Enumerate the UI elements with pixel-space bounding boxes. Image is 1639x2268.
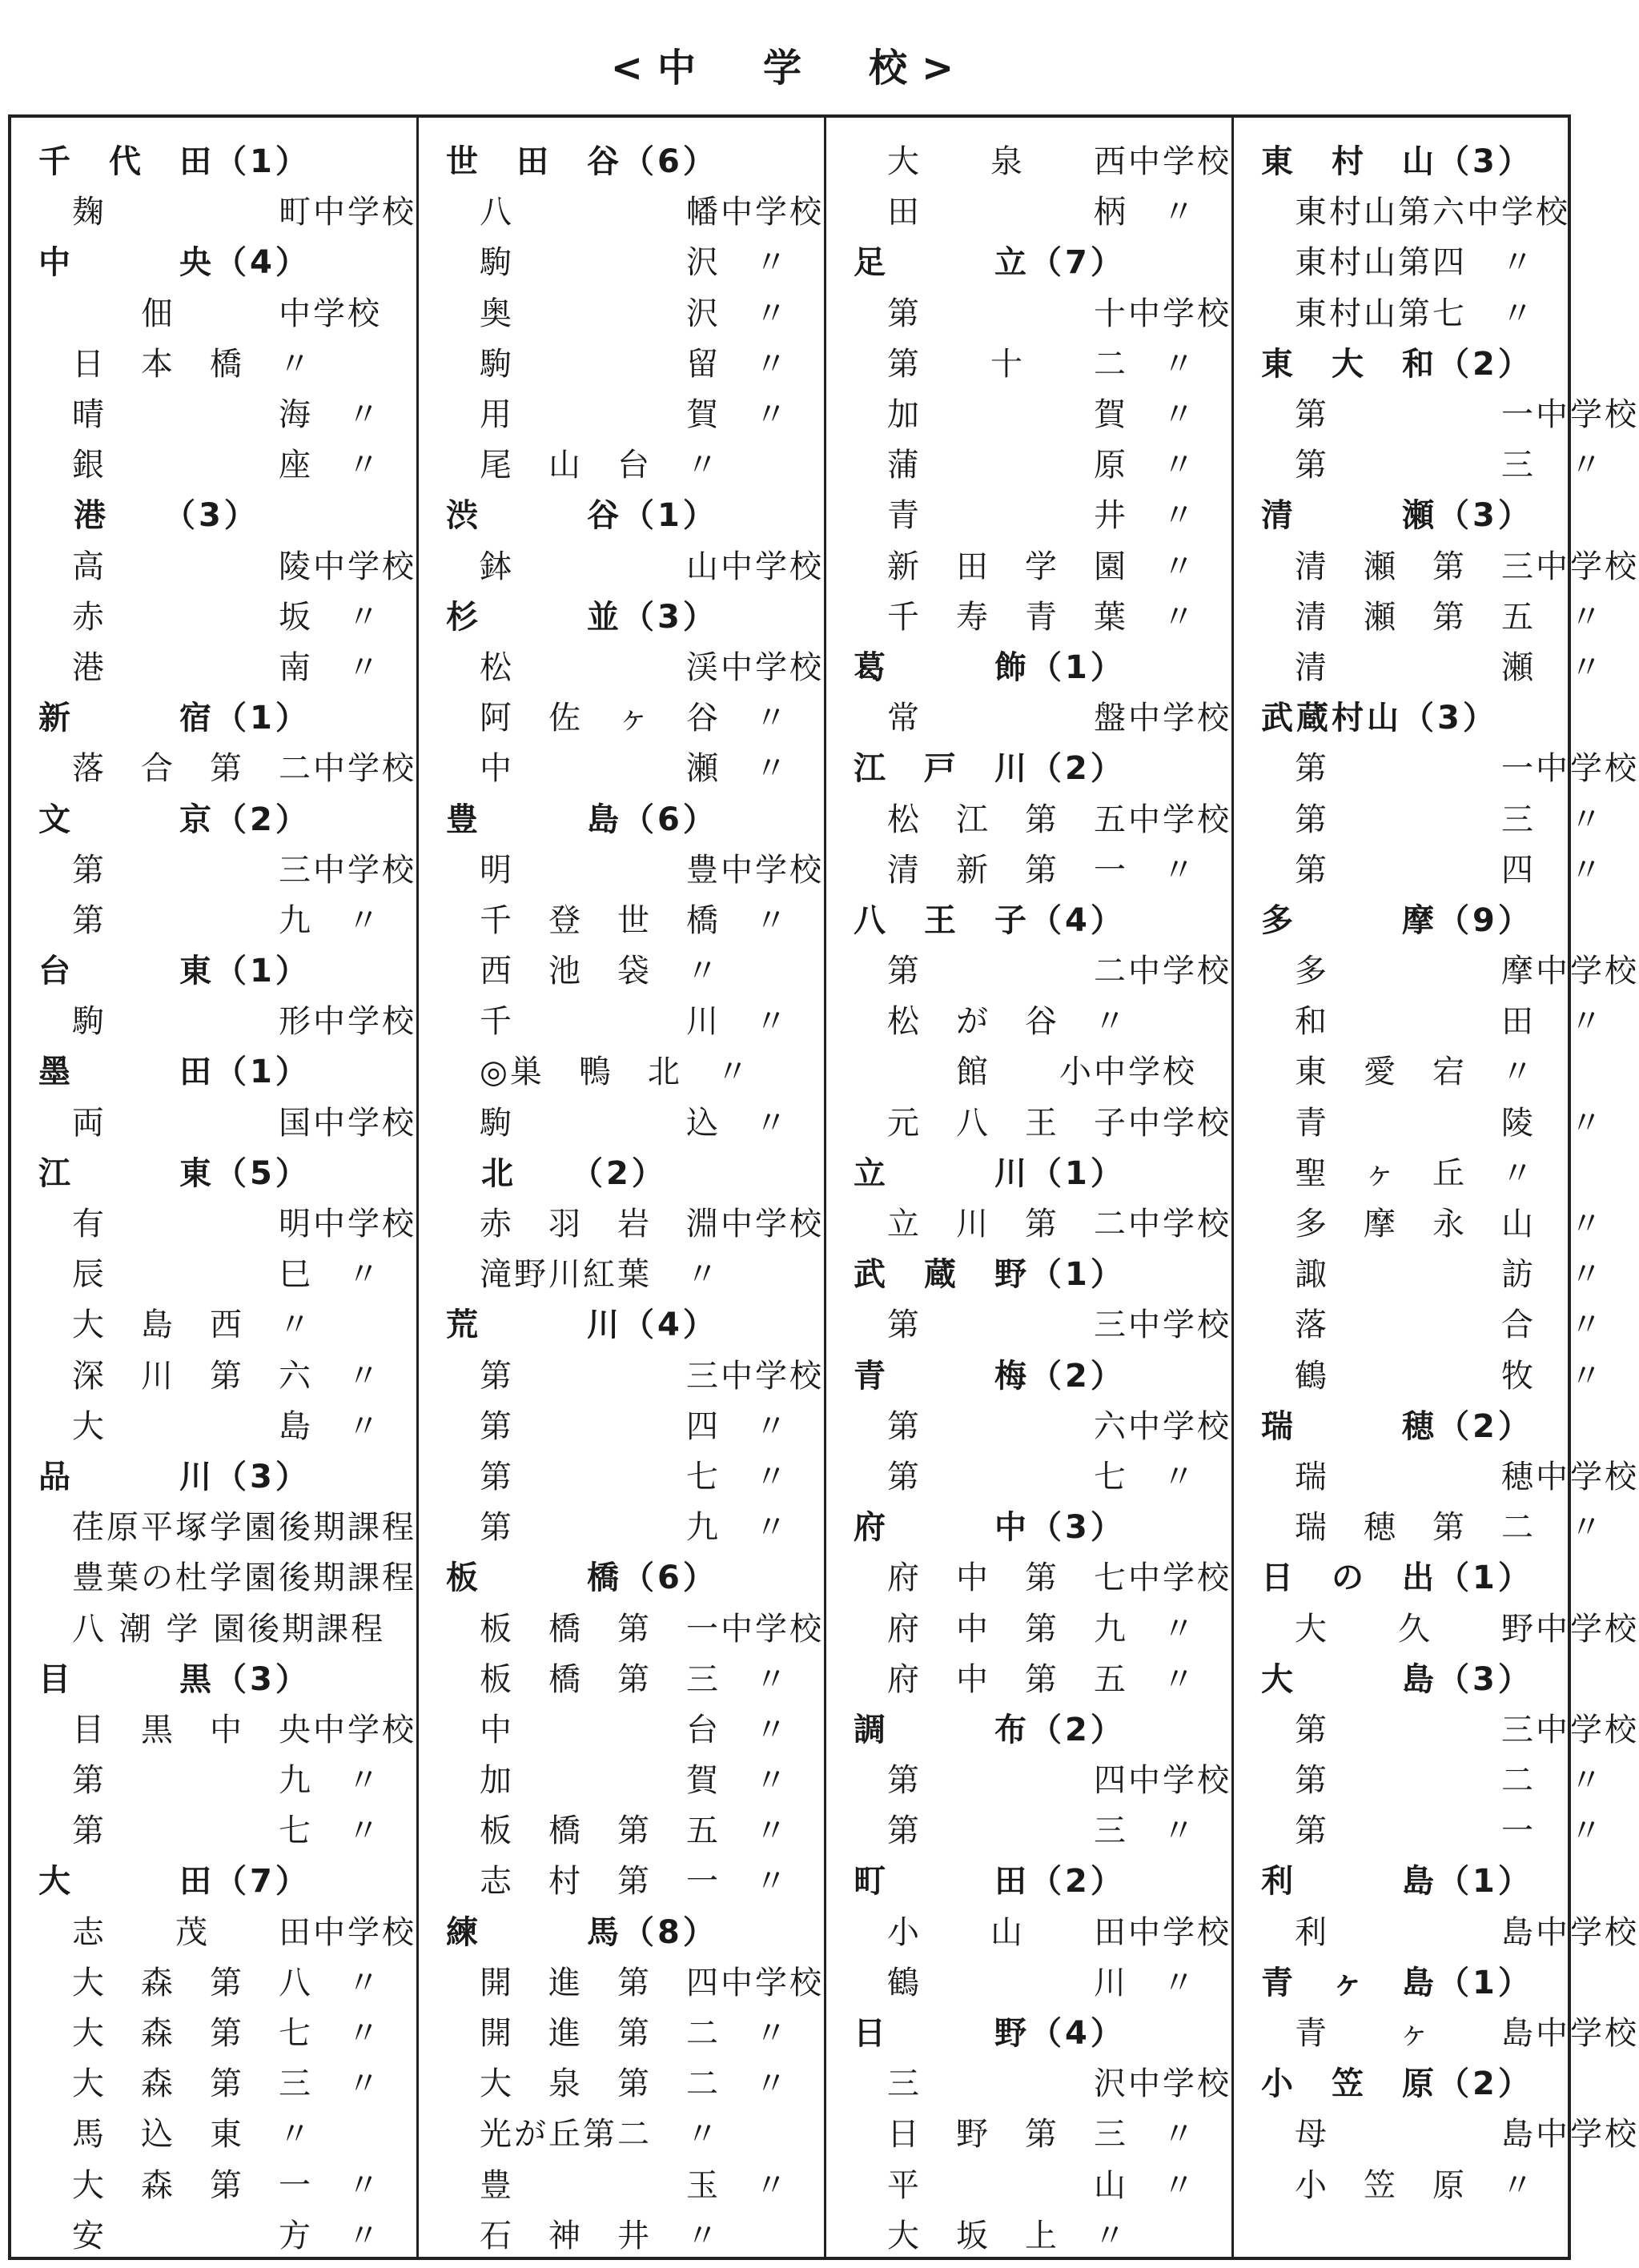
ward-heading: 東 大 和（2） [1261,345,1533,383]
school-entry: 清 新 第 一 〃 [887,851,1197,889]
school-entry: 第 四中学校 [887,1762,1231,1800]
school-entry: 板 橋 第 三 〃 [480,1660,789,1698]
school-entry: 板 橋 第 一中学校 [480,1610,824,1648]
school-entry: 府 中 第 九 〃 [887,1610,1197,1648]
school-entry: 府 中 第 七中学校 [887,1560,1231,1597]
school-entry: 聖 ヶ 丘 〃 [1295,1154,1536,1192]
school-entry: 豊葉の杜学園後期課程 [72,1560,416,1597]
school-entry: 千 寿 青 葉 〃 [887,598,1197,636]
school-entry: 大 森 第 八 〃 [72,1964,382,2001]
school-entry: 第 四 〃 [1295,851,1605,889]
ward-heading: 葛 飾（1） [854,648,1126,686]
school-entry: 清 瀬 第 五 〃 [1295,598,1605,636]
ward-heading: 調 布（2） [854,1711,1126,1748]
school-entry: 千 登 世 橋 〃 [480,901,789,939]
school-entry: 尾 山 台 〃 [480,447,721,484]
ward-heading: 日 野（4） [854,2015,1126,2053]
school-entry: 大 森 第 一 〃 [72,2166,382,2204]
school-entry: 佃 中学校 [72,295,382,332]
ward-heading: 多 摩（9） [1261,901,1533,939]
school-entry: 母 島中学校 [1295,2116,1639,2154]
ward-heading: 瑞 穂（2） [1261,1407,1533,1445]
school-entry: 第 四 〃 [480,1407,789,1445]
ward-heading: 武蔵村山（3） [1261,700,1498,737]
school-entry: 第 七 〃 [72,1812,382,1850]
ward-heading: 江 東（5） [38,1154,311,1192]
school-entry: 両 国中学校 [72,1104,416,1142]
ward-heading: 大 田（7） [38,1863,311,1901]
school-entry: 青 ヶ 島中学校 [1295,2015,1639,2053]
school-entry: 第 一 〃 [1295,1812,1605,1850]
ward-heading: 清 瀬（3） [1261,497,1533,535]
school-entry: 大 坂 上 〃 [887,2217,1128,2254]
school-entry: 落 合 第 二中学校 [72,750,416,788]
school-entry: 東村山第四 〃 [1295,244,1536,282]
ward-heading: 町 田（2） [854,1863,1126,1901]
school-entry: 第 一中学校 [1295,396,1639,434]
school-entry: 東村山第六中学校 [1295,194,1570,231]
school-entry: 港 南 〃 [72,648,382,686]
school-entry: 第 三 〃 [887,1812,1197,1850]
school-entry: 小 山 田中学校 [887,1913,1231,1951]
school-entry: 第 三中学校 [72,851,416,889]
school-entry: 多 摩中学校 [1295,953,1639,990]
school-entry: 清 瀬 〃 [1295,648,1605,686]
school-entry: 麹 町中学校 [72,194,416,231]
table-column-1 [11,118,419,2257]
school-entry: 立 川 第 二中学校 [887,1206,1231,1243]
ward-heading: 大 島（3） [1261,1660,1533,1698]
school-entry: 赤 羽 岩 淵中学校 [480,1206,824,1243]
ward-heading: 東 村 山（3） [1261,143,1533,181]
school-entry: 田 柄 〃 [887,194,1197,231]
school-entry: 三 沢中学校 [887,2065,1231,2103]
school-entry: 第 十 二 〃 [887,345,1197,383]
school-entry: 中 瀬 〃 [480,750,789,788]
school-entry: 諏 訪 〃 [1295,1256,1605,1294]
school-entry: 千 川 〃 [480,1003,789,1041]
school-entry: 松 が 谷 〃 [887,1003,1128,1041]
school-entry: 松 江 第 五中学校 [887,801,1231,838]
school-entry: 安 方 〃 [72,2217,382,2254]
school-entry: 駒 込 〃 [480,1104,789,1142]
ward-heading: 青 ヶ 島（1） [1261,1964,1533,2001]
ward-heading: 江 戸 川（2） [854,750,1126,788]
ward-heading: 日 の 出（1） [1261,1560,1533,1597]
ward-heading: 千 代 田（1） [38,143,311,181]
ward-heading: 荒 川（4） [446,1307,718,1344]
school-entry: ◎巣 鴨 北 〃 [480,1054,751,1091]
school-entry: 志 茂 田中学校 [72,1913,416,1951]
ward-heading: 渋 谷（1） [446,497,718,535]
ward-heading: 新 宿（1） [38,700,311,737]
ward-heading: 墨 田（1） [38,1054,311,1091]
school-entry: 銀 座 〃 [72,447,382,484]
school-entry: 高 陵中学校 [72,548,416,585]
ward-heading: 台 東（1） [38,953,311,990]
school-entry: 第 三 〃 [1295,447,1605,484]
ward-heading: 文 京（2） [38,801,311,838]
school-entry: 光が丘第二 〃 [480,2116,721,2154]
ward-heading: 練 馬（8） [446,1913,718,1951]
school-entry: 阿 佐 ヶ 谷 〃 [480,700,789,737]
school-entry: 平 山 〃 [887,2166,1197,2204]
school-entry: 大 泉 第 二 〃 [480,2065,789,2103]
school-entry: 加 賀 〃 [887,396,1197,434]
school-entry: 開 進 第 二 〃 [480,2015,789,2053]
ward-heading: 板 橋（6） [446,1560,718,1597]
school-entry: 八 潮 学 園後期課程 [72,1610,386,1648]
school-entry: 日 本 橋 〃 [72,345,313,383]
school-entry: 第 二 〃 [1295,1762,1605,1800]
school-entry: 第 一中学校 [1295,750,1639,788]
school-entry: 清 瀬 第 三中学校 [1295,548,1639,585]
school-entry: 大 島 西 〃 [72,1307,313,1344]
school-entry: 第 七 〃 [480,1458,789,1495]
school-entry: 常 盤中学校 [887,700,1231,737]
school-entry: 加 賀 〃 [480,1762,789,1800]
school-entry: 大 森 第 七 〃 [72,2015,382,2053]
school-entry: 鶴 牧 〃 [1295,1357,1605,1395]
school-entry: 利 島中学校 [1295,1913,1639,1951]
ward-heading: 目 黒（3） [38,1660,311,1698]
school-entry: 大 島 〃 [72,1407,382,1445]
school-entry: 第 二中学校 [887,953,1231,990]
ward-heading: 武 蔵 野（1） [854,1256,1126,1294]
ward-heading: 北 （2） [446,1154,667,1192]
school-entry: 馬 込 東 〃 [72,2116,313,2154]
table-column-2 [419,118,826,2257]
school-entry: 石 神 井 〃 [480,2217,721,2254]
ward-heading: 品 川（3） [38,1458,311,1495]
school-entry: 明 豊中学校 [480,851,824,889]
school-entry: 板 橋 第 五 〃 [480,1812,789,1850]
school-entry: 東 愛 宕 〃 [1295,1054,1536,1091]
school-entry: 瑞 穂中学校 [1295,1458,1639,1495]
school-entry: 八 幡中学校 [480,194,824,231]
school-entry: 館 小中学校 [887,1054,1197,1091]
school-table [8,114,1639,2260]
school-entry: 第 九 〃 [72,901,382,939]
school-entry: 瑞 穂 第 二 〃 [1295,1509,1605,1547]
ward-heading: 世 田 谷（6） [446,143,718,181]
school-entry: 第 九 〃 [480,1509,789,1547]
school-entry: 和 田 〃 [1295,1003,1605,1041]
school-entry: 辰 巳 〃 [72,1256,382,1294]
page-title: <中 学 校> [610,46,969,90]
ward-heading: 利 島（1） [1261,1863,1533,1901]
school-entry: 日 野 第 三 〃 [887,2116,1197,2154]
ward-heading: 豊 島（6） [446,801,718,838]
school-entry: 東村山第七 〃 [1295,295,1536,332]
school-entry: 多 摩 永 山 〃 [1295,1206,1605,1243]
school-entry: 大 久 野中学校 [1295,1610,1639,1648]
school-entry: 鶴 川 〃 [887,1964,1197,2001]
school-entry: 落 合 〃 [1295,1307,1605,1344]
school-entry: 新 田 学 園 〃 [887,548,1197,585]
ward-heading: 小 笠 原（2） [1261,2065,1533,2103]
school-entry: 第 十中学校 [887,295,1231,332]
school-entry: 第 三中学校 [480,1357,824,1395]
ward-heading: 杉 並（3） [446,598,718,636]
table-column-4 [1234,118,1639,2257]
school-entry: 府 中 第 五 〃 [887,1660,1197,1698]
school-entry: 第 三中学校 [887,1307,1231,1344]
school-entry: 赤 坂 〃 [72,598,382,636]
school-entry: 開 進 第 四中学校 [480,1964,824,2001]
school-entry: 中 台 〃 [480,1711,789,1748]
school-entry: 用 賀 〃 [480,396,789,434]
school-entry: 目 黒 中 央中学校 [72,1711,416,1748]
school-entry: 西 池 袋 〃 [480,953,721,990]
school-entry: 晴 海 〃 [72,396,382,434]
school-entry: 志 村 第 一 〃 [480,1863,789,1901]
school-entry: 小 笠 原 〃 [1295,2166,1536,2204]
table-column-3 [826,118,1234,2257]
school-entry: 荏原平塚学園後期課程 [72,1509,416,1547]
ward-heading: 足 立（7） [854,244,1126,282]
school-entry: 第 七 〃 [887,1458,1197,1495]
school-entry: 第 六中学校 [887,1407,1231,1445]
school-entry: 奥 沢 〃 [480,295,789,332]
ward-heading: 府 中（3） [854,1509,1126,1547]
school-entry: 松 渓中学校 [480,648,824,686]
school-entry: 第 九 〃 [72,1762,382,1800]
school-entry: 深 川 第 六 〃 [72,1357,382,1395]
school-entry: 滝野川紅葉 〃 [480,1256,721,1294]
ward-heading: 中 央（4） [38,244,311,282]
school-entry: 駒 留 〃 [480,345,789,383]
school-entry: 有 明中学校 [72,1206,416,1243]
ward-heading: 青 梅（2） [854,1357,1126,1395]
school-entry: 元 八 王 子中学校 [887,1104,1231,1142]
school-entry: 蒲 原 〃 [887,447,1197,484]
school-entry: 青 陵 〃 [1295,1104,1605,1142]
school-entry: 青 井 〃 [887,497,1197,535]
school-entry: 大 泉 西中学校 [887,143,1231,181]
school-entry: 第 三中学校 [1295,1711,1639,1748]
school-entry: 第 三 〃 [1295,801,1605,838]
school-entry: 鉢 山中学校 [480,548,824,585]
school-entry: 駒 形中学校 [72,1003,416,1041]
ward-heading: 八 王 子（4） [854,901,1126,939]
school-entry: 駒 沢 〃 [480,244,789,282]
school-entry: 豊 玉 〃 [480,2166,789,2204]
ward-heading: 立 川（1） [854,1154,1126,1192]
ward-heading: 港 （3） [38,497,259,535]
school-entry: 大 森 第 三 〃 [72,2065,382,2103]
